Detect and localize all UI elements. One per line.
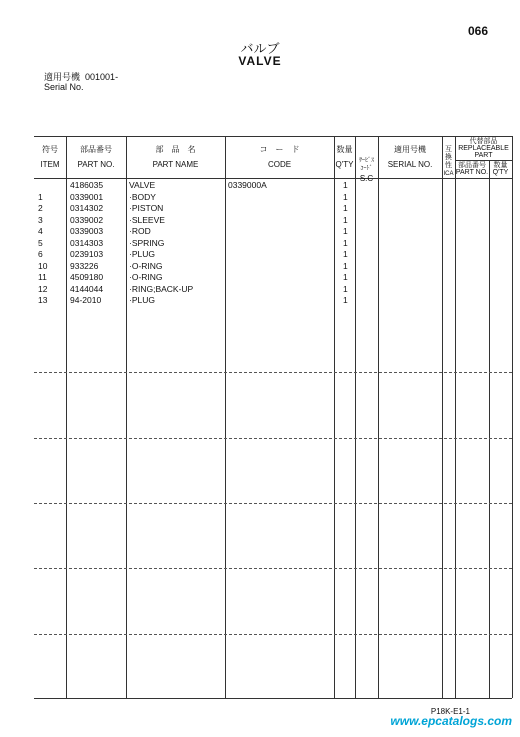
cell-item: 12: [38, 283, 48, 294]
cell-part-no: 0339003: [70, 226, 104, 236]
cell-qty: 1: [343, 260, 348, 271]
cell-item: 2: [38, 203, 43, 213]
cell-item: 5: [38, 237, 43, 248]
cell-qty: 1: [343, 226, 348, 236]
cell-item: 3: [38, 214, 43, 225]
cell-part-no: 4509180: [70, 272, 104, 282]
page-title-jp: バルブ: [240, 41, 280, 56]
cell-part-name: ·RING;BACK-UP: [129, 283, 194, 294]
cell-item: 6: [38, 249, 43, 259]
cell-part-no: 933226: [70, 260, 99, 271]
cell-item: 11: [38, 272, 47, 282]
serial-label-en: Serial No.: [44, 82, 84, 92]
cell-item: 1: [38, 191, 43, 202]
cell-qty: 1: [343, 180, 348, 190]
header-code: コ ー ド CODE: [259, 145, 300, 169]
cell-part-no: 0339002: [70, 214, 104, 225]
cell-part-name: ·SPRING: [129, 237, 165, 248]
cell-item: 4: [38, 226, 43, 236]
cell-part-no: 0314303: [70, 237, 104, 248]
cell-part-name: ·PLUG: [129, 295, 155, 305]
footer-code: P18K-E1-1: [430, 707, 470, 716]
page-number: 066: [467, 24, 488, 38]
header-part-no: 部品番号 PART NO.: [77, 145, 115, 169]
page-title: VALVE: [238, 54, 282, 68]
watermark: www.epcatalogs.com: [390, 714, 512, 728]
cell-part-name: ·O-RING: [129, 272, 163, 282]
header-qty: 数量 Q'TY: [335, 145, 354, 169]
cell-part-name: ·PLUG: [129, 249, 155, 259]
cell-qty: 1: [343, 203, 348, 213]
cell-qty: 1: [343, 283, 348, 294]
cell-qty: 1: [343, 214, 348, 225]
cell-part-no: 0339001: [70, 191, 104, 202]
cell-part-no: 94-2010: [70, 295, 102, 305]
cell-qty: 1: [343, 272, 348, 282]
cell-part-no: 0239103: [70, 249, 104, 259]
cell-qty: 1: [343, 249, 348, 259]
cell-part-no: 4186035: [70, 180, 104, 190]
header-replaceable-qty: 数量 Q'TY: [492, 162, 509, 176]
cell-part-name: ·SLEEVE: [129, 214, 165, 225]
header-service-code: ｻｰﾋﾞｽ ｺｰﾄﾞ S.C: [358, 158, 374, 183]
serial-block: [44, 72, 118, 92]
cell-code: 0339000A: [228, 180, 267, 190]
cell-part-name: VALVE: [129, 180, 156, 190]
cell-part-name: ·PISTON: [129, 203, 164, 213]
cell-qty: 1: [343, 295, 348, 305]
header-replaceable-part-no: 部品番号 PART NO.: [455, 162, 489, 176]
header-replaceable: 代替部品 REPLACEABLE PART: [458, 138, 509, 159]
cell-part-no: 4144044: [70, 283, 104, 294]
cell-part-no: 0314302: [70, 203, 104, 213]
serial-value: 001001-: [85, 72, 119, 82]
cell-item: 10: [38, 260, 48, 271]
cell-part-name: ·ROD: [129, 226, 151, 236]
header-interchange: 互換性 ICA: [443, 146, 454, 177]
cell-qty: 1: [343, 191, 348, 202]
cell-qty: 1: [343, 237, 348, 248]
cell-item: 13: [38, 295, 48, 305]
header-item: 符号 ITEM: [40, 145, 60, 169]
header-part-name: 部 品 名 PART NAME: [152, 145, 199, 169]
serial-label-jp: 適用号機: [44, 72, 81, 82]
cell-part-name: ·O-RING: [129, 260, 163, 271]
cell-part-name: ·BODY: [129, 191, 156, 202]
header-serial-no: 適用号機 SERIAL NO.: [387, 145, 433, 169]
